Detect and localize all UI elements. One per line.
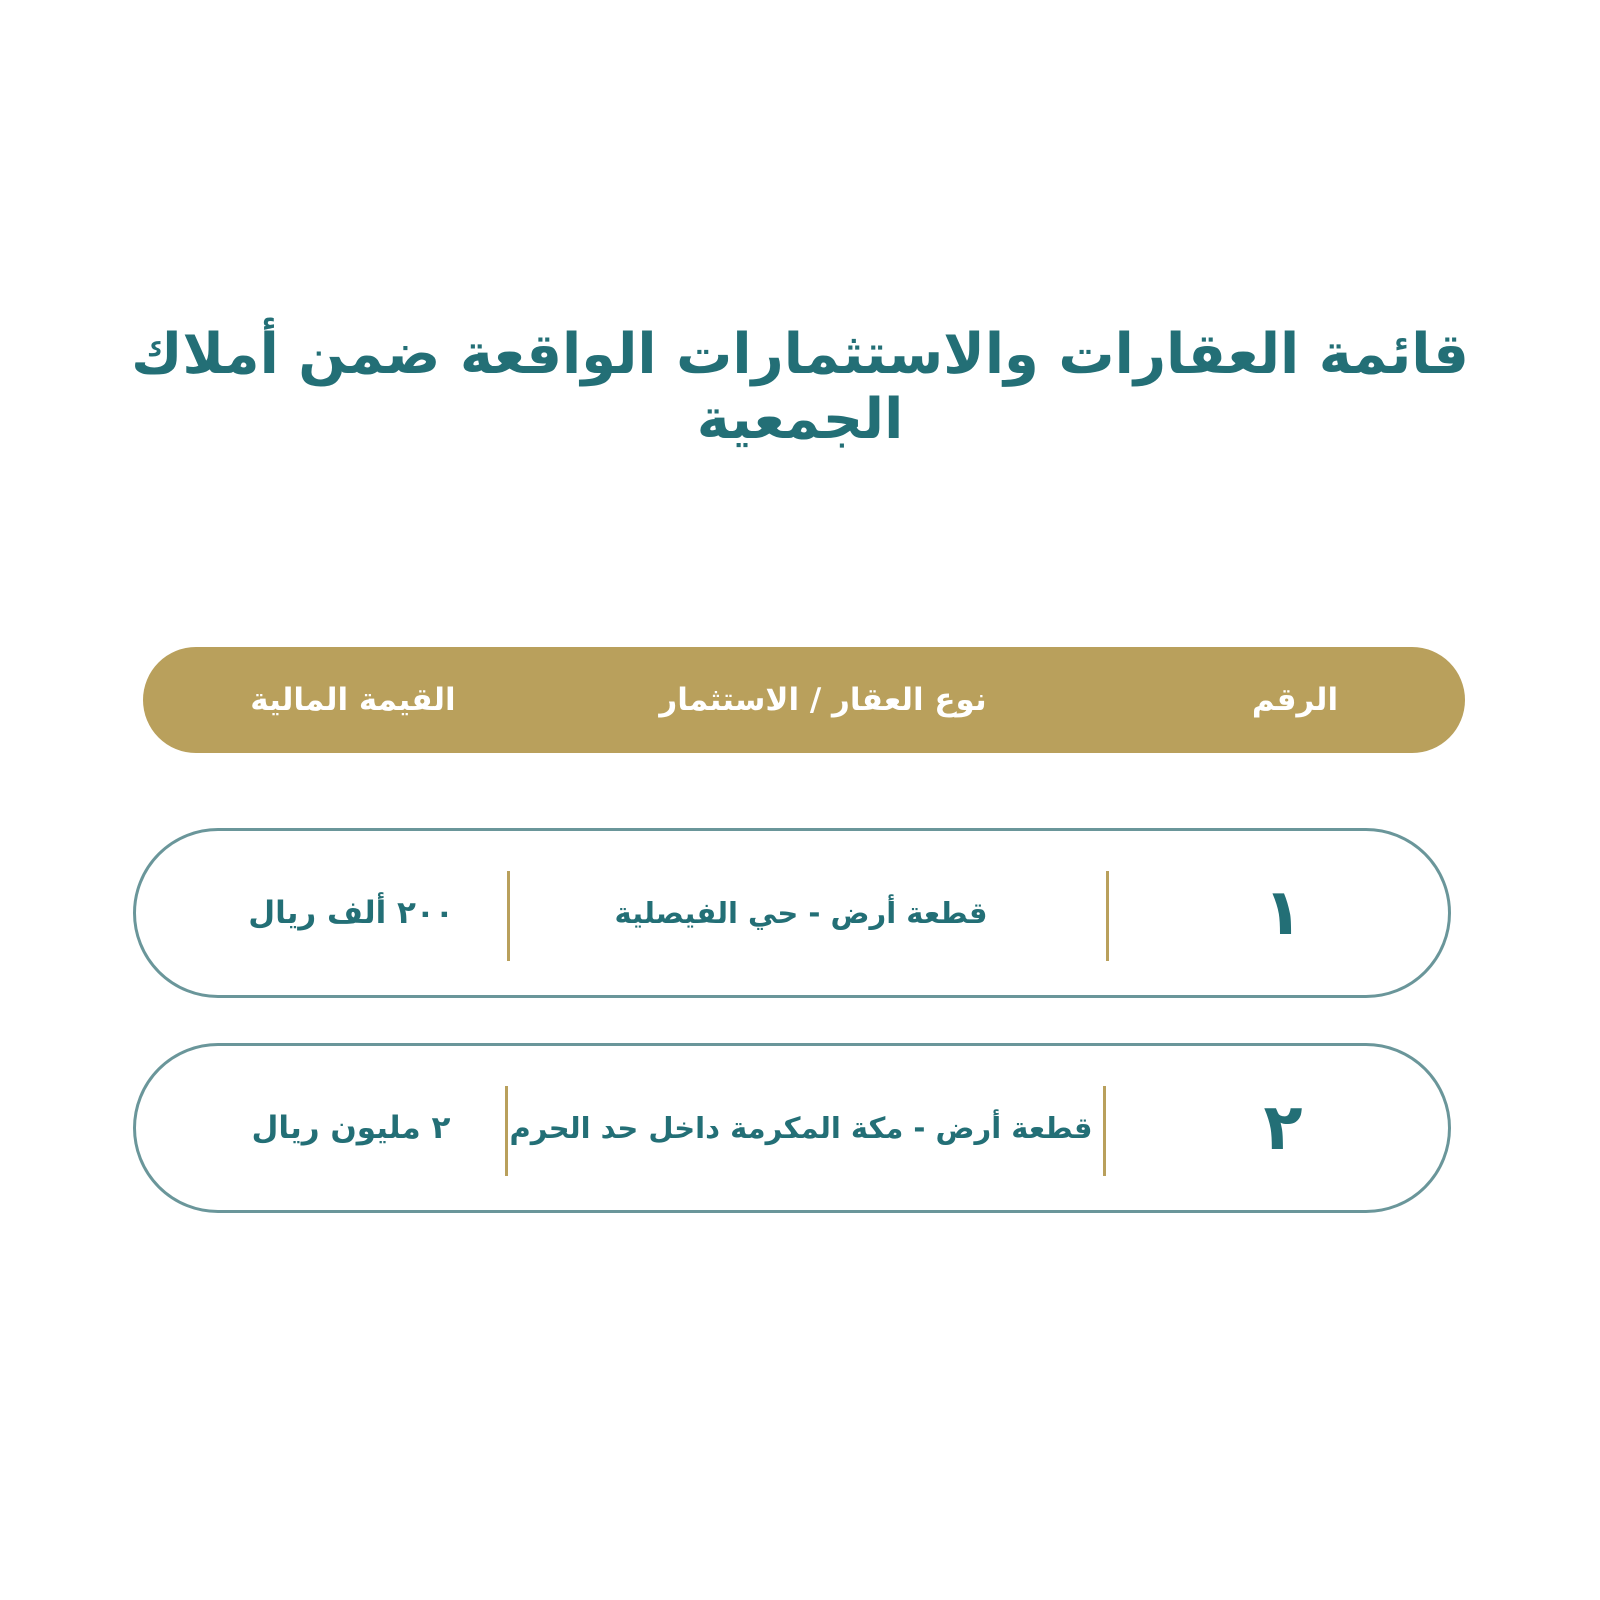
row-number: ١ — [1263, 876, 1303, 950]
page-title: قائمة العقارات والاستثمارات الواقعة ضمن أملاك الجمعية — [131, 322, 1469, 452]
row-type: قطعة أرض - مكة المكرمة داخل حد الحرم — [509, 1111, 1093, 1145]
row-value: ٢ مليون ريال — [251, 1110, 451, 1146]
row-number: ٢ — [1263, 1091, 1303, 1165]
header-number: الرقم — [1251, 682, 1339, 718]
column-divider — [507, 871, 510, 961]
row-type: قطعة أرض - حي الفيصلية — [614, 896, 988, 930]
column-divider — [1103, 1086, 1106, 1176]
column-divider — [1106, 871, 1109, 961]
table-row — [133, 1043, 1451, 1213]
table-row — [133, 828, 1451, 998]
table-header — [143, 647, 1465, 753]
header-value: القيمة المالية — [250, 682, 456, 718]
header-type: نوع العقار / الاستثمار — [659, 682, 987, 718]
row-value: ٢٠٠ ألف ريال — [248, 895, 454, 931]
